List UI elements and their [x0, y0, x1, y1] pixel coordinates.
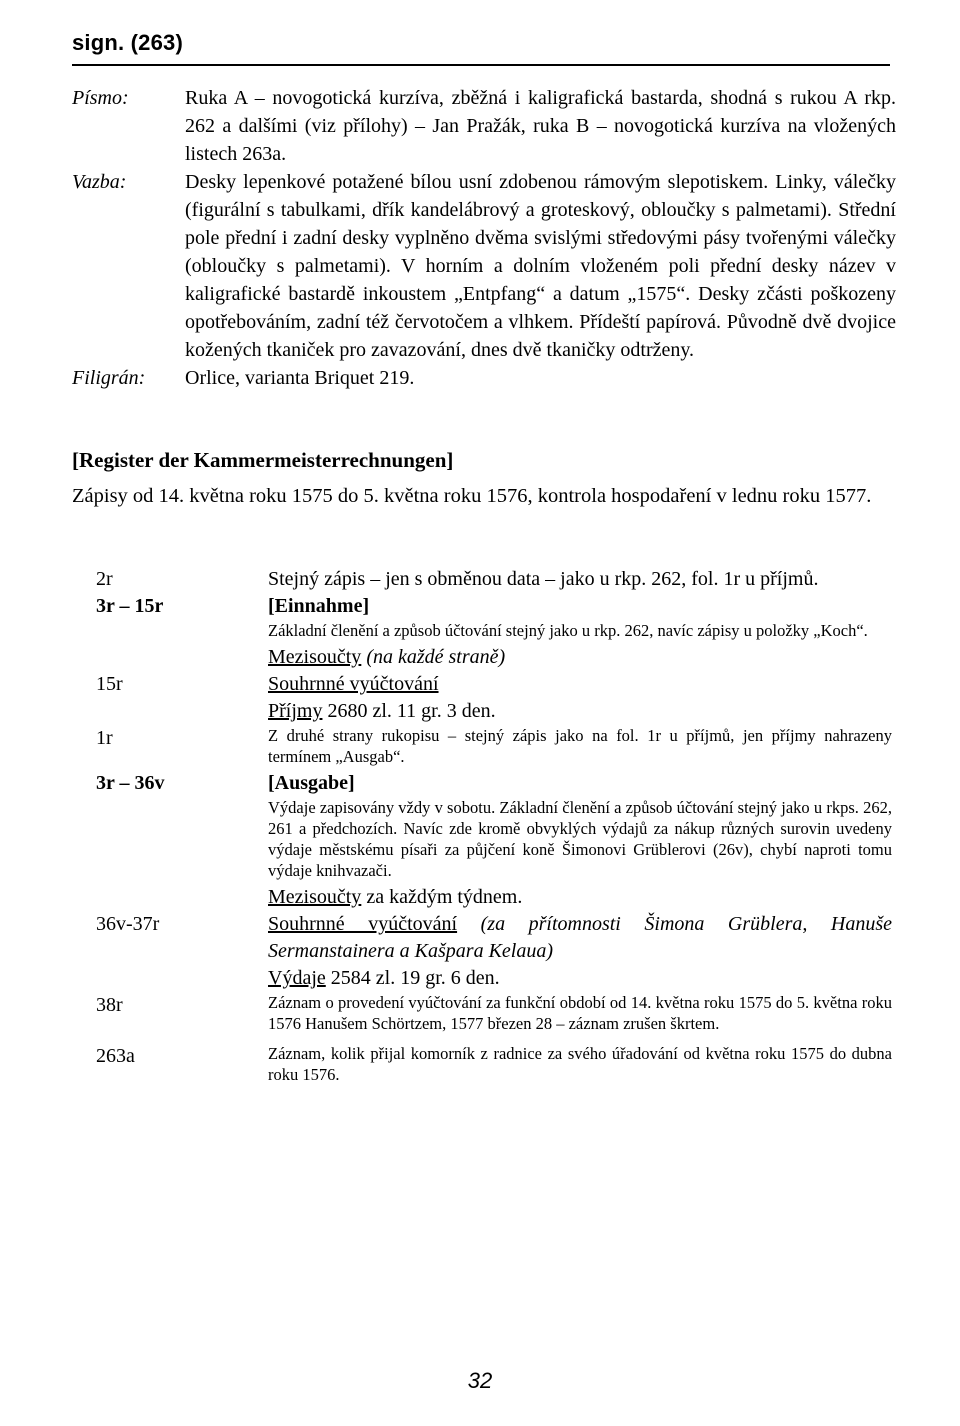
entry-description: Základní členění a způsob účtování stejný jako u rkp. 262, navíc zápisy u položky „Koch“. — [268, 621, 868, 640]
entry-text: Stejný zápis – jen s obměnou data – jako u rkp. 262, fol. 1r u příjmů. — [268, 568, 819, 590]
meta-text-vazba: Desky lepenkové potažené bílou usní zdobenou rámovým slepotiskem. Linky, válečky (figurální s tabulkami, dřík kandelábrový a groteskový, obloučky s palmetami). Střední pole přední i zadní desky vyplněno dvěma svislými středovými pásy tvořenými válečky (obloučky s palmetami). V horním a dolním vloženém poli přední desky název v kaligrafické bastardě inkoustem „Entpfang“ a datum „1575“. Desky zčásti poškozeny opotřebováním, zadní též červotočem a vlhkem. Přídeští papírová. Původně dvě dvojice kožených tkaniček pro zavazování, dnes dvě tkaničky odtrženy. — [185, 171, 896, 361]
subtotals-label: Mezisoučty — [268, 886, 362, 908]
entry-content — [268, 566, 892, 593]
income-total-line — [268, 698, 892, 725]
folio-ref: 263a — [96, 1045, 135, 1067]
expense-label: Výdaje — [268, 967, 326, 989]
entry-content — [268, 911, 892, 992]
meta-row-vazba — [72, 168, 896, 364]
entry-2r — [96, 566, 892, 593]
expense-amount: 2584 zl. 19 gr. 6 den. — [330, 967, 500, 989]
subtotals-note: (na každé straně) — [366, 646, 506, 668]
entry-3r-36v — [96, 770, 892, 911]
heading-rule — [72, 64, 890, 66]
folio-ref: 2r — [96, 568, 113, 590]
entry-263a — [96, 1043, 892, 1088]
subtotals-label: Mezisoučty — [268, 646, 362, 668]
page-heading: sign. (263) — [72, 30, 184, 55]
entry-36v-37r — [96, 911, 892, 992]
subtotals-line — [268, 884, 892, 911]
folio-ref: 3r – 15r — [96, 595, 164, 617]
entry-content — [268, 671, 892, 725]
entry-content — [268, 992, 892, 1037]
register-title: [Register der Kammermeisterrechnungen] — [72, 448, 454, 472]
folio-ref: 1r — [96, 727, 113, 749]
register-description: Zápisy od 14. května roku 1575 do 5. května roku 1576, kontrola hospodaření v lednu roku 1577. — [72, 485, 872, 507]
section-heading-ausgabe: [Ausgabe] — [268, 772, 355, 794]
entry-text: Z druhé strany rukopisu – stejný zápis jako na fol. 1r u příjmů, jen příjmy nahrazeny termínem „Ausgab“. — [268, 726, 892, 766]
meta-text-filigran: Orlice, varianta Briquet 219. — [185, 367, 415, 389]
page-number: 32 — [467, 1368, 493, 1393]
entry-3r-15r — [96, 593, 892, 671]
entry-1r — [96, 725, 892, 770]
metadata-block — [72, 84, 896, 392]
entry-text: Záznam o provedení vyúčtování za funkční období od 14. května roku 1575 do 5. května roku 1576 Hanušem Schörtzem, 1577 březen 28 – záznam zrušen škrtem. — [268, 993, 892, 1033]
meta-label-vazba: Vazba: — [72, 171, 127, 193]
meta-label-pismo: Písmo: — [72, 87, 129, 109]
entry-text: Záznam, kolik přijal komorník z radnice za svého úřadování od května roku 1575 do dubna roku 1576. — [268, 1044, 892, 1084]
entry-content — [268, 770, 892, 911]
meta-label-filigran: Filigrán: — [72, 367, 146, 389]
income-amount: 2680 zl. 11 gr. 3 den. — [327, 700, 496, 722]
meta-row-filigran — [72, 364, 896, 392]
entry-content — [268, 593, 892, 671]
subtotals-line — [268, 644, 892, 671]
entry-15r — [96, 671, 892, 725]
entry-description: Výdaje zapisovány vždy v sobotu. Základní členění a způsob účtování stejný jako u rkps. 262, 261 a předchozích. Navíc zde kromě obvyklých výdajů za nákup různých surovin uvedeny výdaje městskému písaři za půjčení koně Šimonovi Grüblerovi (26v), chybí naproti tomu výdaje knihvazači. — [268, 798, 892, 880]
income-label: Příjmy — [268, 700, 323, 722]
folio-ref: 3r – 36v — [96, 772, 165, 794]
summary-heading: Souhrnné vyúčtování — [268, 673, 439, 695]
folio-ref: 15r — [96, 673, 123, 695]
meta-text-pismo: Ruka A – novogotická kurzíva, zběžná i kaligrafická bastarda, shodná s rukou A rkp. 262 a dalšími (viz přílohy) – Jan Pražák, ruka B – novogotická kurzíva na vložených listech 263a. — [185, 87, 896, 165]
subtotals-note: za každým týdnem. — [366, 886, 523, 908]
folio-ref: 36v-37r — [96, 913, 160, 935]
folio-entries — [96, 566, 892, 1088]
entry-content — [268, 725, 892, 770]
folio-ref: 38r — [96, 994, 123, 1016]
summary-line — [268, 911, 892, 965]
summary-note: (za přítomnosti Šimona Grüblera, Hanuše Sermanstainera a Kašpara Kelaua) — [268, 913, 893, 962]
summary-heading: Souhrnné vyúčtování — [268, 913, 458, 935]
section-heading-einnahme: [Einnahme] — [268, 595, 370, 617]
entry-content — [268, 1043, 892, 1088]
entry-38r — [96, 992, 892, 1037]
expense-total-line — [268, 965, 892, 992]
meta-row-pismo — [72, 84, 896, 168]
